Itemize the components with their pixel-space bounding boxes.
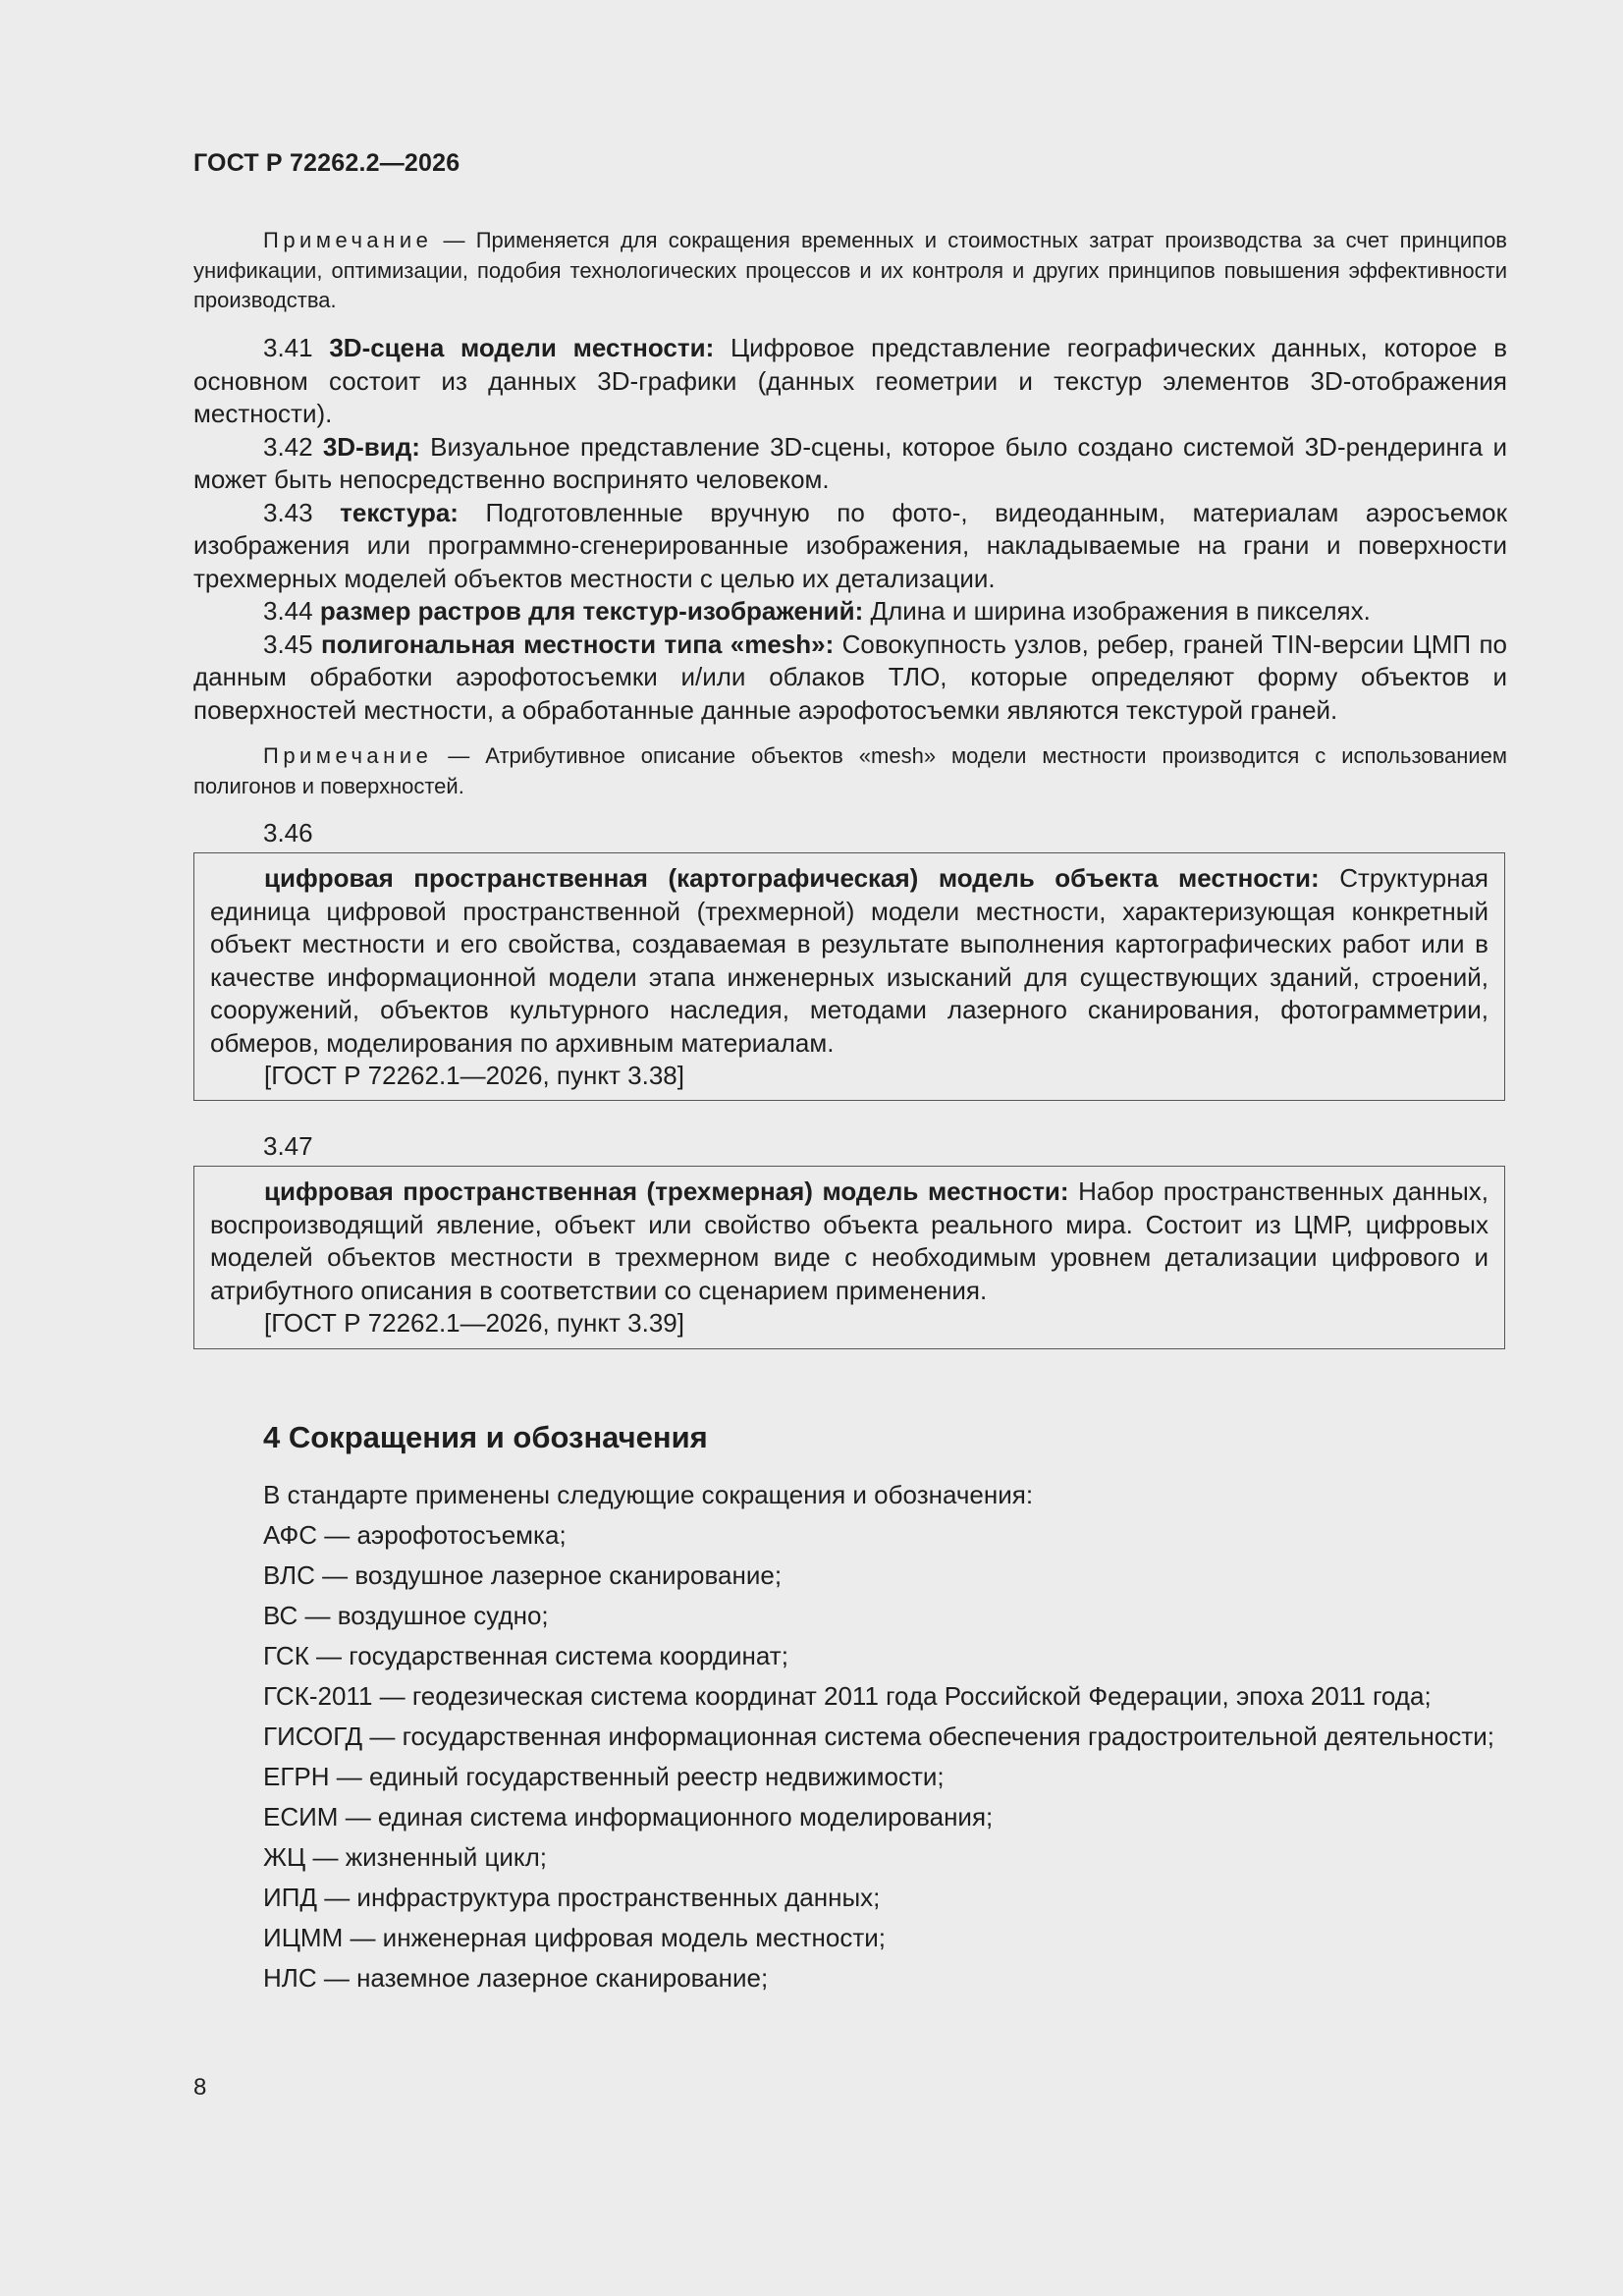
term-definition: Цифровое представление географических данных, которое в основном состоит из данных 3D-графики (данных геометрии и текстур элементов 3D-отображения местности). [193,333,1508,428]
note-label: Примечание [263,228,433,252]
term-definition: Длина и ширина изображения в пикселях. [863,596,1371,626]
list-item: НЛС — наземное лазерное сканирование; [263,1963,769,1993]
term-3-41 [193,332,1507,431]
term-title: размер растров для текстур-изображений: [319,596,864,626]
term-title: 3D-вид: [322,431,420,462]
list-item: ИЦММ — инженерная цифровая модель местности; [263,1923,887,1952]
term-title: полигональная местности типа «mesh»: [320,629,835,659]
abbreviations-list [193,1479,1507,2002]
document-header: ГОСТ Р 72262.2—2026 [193,149,460,177]
term-definition: Подготовленные вручную по фото-, видеоданным, материалам аэросъемок изображения или программно-сгенерированные изображения, накладываемые на грани и поверхности трехмерных моделей объектов местности с целью их детализации. [193,497,1507,593]
term-title: цифровая пространственная (трехмерная) модель местности: [264,1176,1069,1206]
list-item: ИПД — инфраструктура пространственных данных; [263,1883,881,1912]
term-reference: [ГОСТ Р 72262.1—2026, пункт 3.39] [264,1308,684,1338]
list-item: ГСК — государственная система координат; [263,1641,788,1670]
term-definition: Совокупность узлов, ребер, граней TIN-версии ЦМП по данным обработки аэрофотосъемки и/или облаков ТЛО, которые определяют форму объектов и поверхностей местности, а обработанные данные аэрофотосъемки являются текстурой граней. [193,629,1507,725]
term-number-3-46: 3.46 [263,818,313,847]
term-number: 3.44 [263,596,320,626]
list-item: ГСК-2011 — геодезическая система координат 2011 года Российской Федерации, эпоха 2011 года; [263,1681,1432,1711]
term-definition: Структурная единица цифровой пространственной (трехмерной) модели местности, характеризующая конкретный объект местности и его свойства, создаваемая в результате выполнения картографических работ или в качестве информационной модели этапа инженерных изысканий для существующих зданий, строений, сооружений, объектов культурного наследия, методами лазерного сканирования, фотограмметрии, обмеров, моделирования по архивным материалам. [210,863,1488,1058]
note-label: Примечание [263,743,433,768]
list-item: ВЛС — воздушное лазерное сканирование; [263,1560,783,1590]
term-title: цифровая пространственная (картографическая) модель объекта местности: [264,863,1320,893]
term-3-42 [193,431,1507,497]
term-title: текстура: [340,497,459,527]
page-number: 8 [193,2074,207,2101]
list-item: ЕСИМ — единая система информационного моделирования; [263,1802,994,1831]
terms-block [193,332,1507,727]
term-number: 3.43 [263,497,341,527]
term-box-3-47 [193,1166,1505,1349]
term-number: 3.42 [263,431,323,462]
note-2 [193,741,1507,801]
term-reference: [ГОСТ Р 72262.1—2026, пункт 3.38] [264,1061,684,1090]
list-item: ЖЦ — жизненный цикл; [263,1842,547,1872]
term-number: 3.45 [263,629,321,659]
term-box-3-46 [193,852,1505,1101]
term-3-44 [193,595,1507,629]
list-item: ВС — воздушное судно; [263,1601,549,1630]
note-1 [193,226,1507,316]
section-4-title: 4 Сокращения и обозначения [263,1420,708,1454]
term-title: 3D-сцена модели местности: [329,333,715,362]
term-definition: Визуальное представление 3D-сцены, которое было создано системой 3D-рендеринга и может быть непосредственно воспринято человеком. [193,431,1508,494]
term-3-45 [193,629,1507,728]
list-item: ЕГРН — единый государственный реестр недвижимости; [263,1762,945,1791]
note-text: — Атрибутивное описание объектов «mesh» модели местности производится с использованием полигонов и поверхностей. [193,743,1507,798]
list-item: ГИСОГД — государственная информационная система обеспечения градостроительной деятельности; [263,1722,1494,1751]
list-item: АФС — аэрофотосъемка; [263,1520,567,1550]
term-number-3-47: 3.47 [263,1131,313,1161]
term-definition: Набор пространственных данных, воспроизводящий явление, объект или свойство объекта реального мира. Состоит из ЦМР, цифровых моделей объектов местности в трехмерном виде с необходимым уровнем детализации цифрового и атрибутного описания в соответствии со сценарием применения. [210,1176,1488,1305]
list-intro: В стандарте применены следующие сокращения и обозначения: [263,1480,1034,1509]
term-3-43 [193,497,1507,596]
note-text: — Применяется для сокращения временных и стоимостных затрат производства за счет принципов унификации, оптимизации, подобия технологических процессов и их контроля и других принципов повышения эффективности производства. [193,228,1507,312]
term-number: 3.41 [263,333,330,362]
